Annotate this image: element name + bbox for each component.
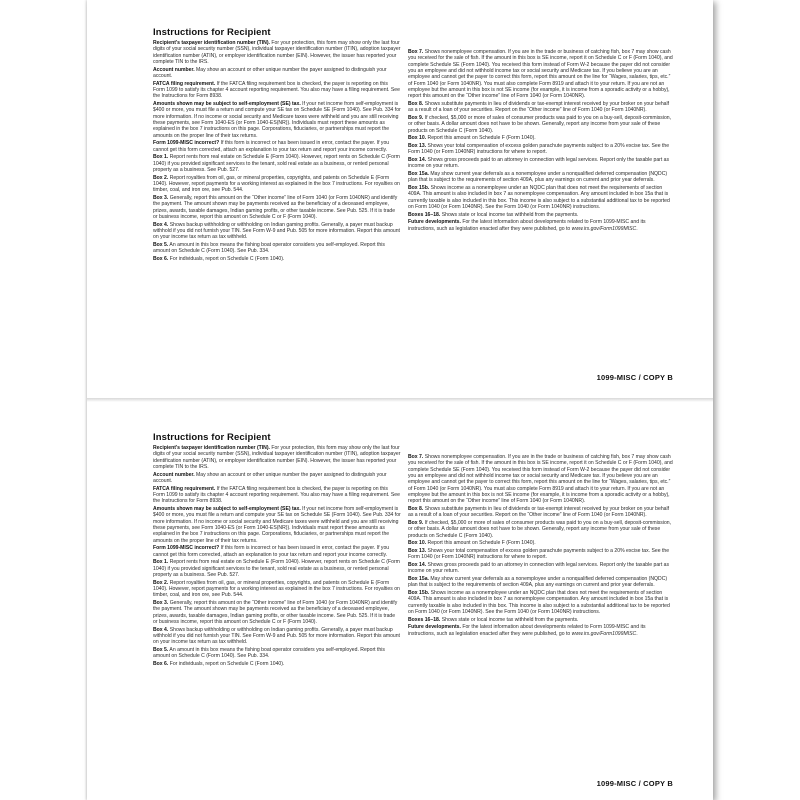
- paragraph-text: If checked, $5,000 or more of sales of consumer products was paid to you on a buy-sell, deposit-commission, or other basis. A dollar amount does not have to be shown. Generally, report any income from your sale of these products on Schedule C (Form 1040).: [408, 520, 672, 539]
- instruction-paragraph: [408, 171, 673, 184]
- paragraph-lead: Account number.: [153, 471, 195, 478]
- paragraph-text: Shows nonemployee compensation. If you are in the trade or business of catching fish, box 7 may show cash you received for the sale of fish. If the amount in this box is SE income, report it on Schedule C or F (Form 1040), and complete Schedule SE (Form 1040). You received this form instead of Form W-2 because the payer did not consider you an employee and did not withhold income tax or social security and Medicare tax. If you believe you are an employee and cannot get the payer to correct this form, report this amount on the line for “Wages, salaries, tips, etc.” of Form 1040 (or Form 1040NR). You must also complete Form 8919 and attach it to your return. If you are not an employee but the amount in this box is not SE income (for example, it is income from a sporadic activity or a hobby), report this amount on the “Other income” line of Form 1040 (or Form 1040NR).: [408, 49, 673, 100]
- paragraph-text: For individuals, report on Schedule C (Form 1040).: [168, 660, 285, 667]
- paragraph-lead: Box 15a.: [408, 575, 429, 582]
- irs-link[interactable]: www.irs.gov/Form1099MISC: [571, 225, 637, 232]
- instructions-title: Instructions for Recipient: [153, 27, 271, 38]
- paragraph-text: Shows substitute payments in lieu of dividends or tax-exempt interest received by your broker on your behalf as a result of a loan of your securities. Report on the “Other income” line of Form 1040 (or Form 1040NR).: [408, 506, 670, 519]
- paragraph-text: Shows state or local income tax withheld from the payments.: [440, 211, 579, 218]
- instruction-paragraph: [408, 617, 673, 623]
- paragraph-lead: Box 10.: [408, 135, 427, 142]
- paragraph-text: May show an account or other unique number the payer assigned to distinguish your account.: [153, 471, 387, 485]
- paragraph-lead: Box 15b.: [408, 589, 430, 596]
- paragraph-text: Shows income as a nonemployee under an NQDC plan that does not meet the requirements of section 409A. This amount is also included in box 7 as nonemployee compensation. Any amount included in box 15a that is currently taxable is also included in this box. This income is also subject to a substantial additional tax to be reported on Form 1040 (or Form 1040NR). See the Form 1040 (or Form 1040NR) instructions.: [408, 184, 670, 210]
- form-copy-label: 1099-MISC / COPY B: [596, 373, 673, 382]
- paragraph-lead: Box 15b.: [408, 184, 430, 191]
- paragraph-lead: Box 15a.: [408, 170, 429, 177]
- paragraph-text: An amount in this box means the fishing boat operator considers you self-employed. Report this amount on Schedule C (Form 1040). See Pub. 334.: [153, 646, 385, 660]
- instruction-paragraph: [408, 115, 673, 134]
- paragraph-lead: Box 5.: [153, 241, 169, 248]
- paragraph-text: May show current year deferrals as a nonemployee under a nonqualified deferred compensation (NQDC) plan that is subject to the requirements of section 409A, plus any earnings on current and prior year deferrals.: [408, 575, 668, 589]
- instruction-paragraph: [153, 600, 401, 625]
- paragraph-lead: Box 8.: [408, 101, 424, 108]
- paragraph-lead: Box 14.: [408, 561, 427, 568]
- instruction-paragraph: [153, 140, 401, 153]
- instruction-paragraph: [153, 445, 401, 470]
- paragraph-text: For your protection, this form may show only the last four digits of your social security number (SSN), individual taxpayer identification number (ITIN), adoption taxpayer identification number (ATIN), or employer identification number (EIN). However, the issuer has reported your complete TIN to the IRS.: [153, 445, 401, 471]
- form-copy-label: 1099-MISC / COPY B: [596, 779, 673, 788]
- paragraph-lead: Amounts shown may be subject to self-employment (SE) tax.: [153, 505, 301, 512]
- instruction-paragraph: [408, 520, 673, 539]
- paragraph-text: Shows your total compensation of excess golden parachute payments subject to a 20% excise tax. See the Form 1040 (or Form 1040NR) instructions for where to report.: [408, 143, 670, 156]
- paragraph-lead: Recipient's taxpayer identification number (TIN).: [153, 40, 270, 46]
- instruction-paragraph: [153, 559, 401, 578]
- instruction-paragraph: [408, 454, 673, 505]
- paragraph-lead: Recipient's taxpayer identification number (TIN).: [153, 445, 270, 451]
- instruction-paragraph: [408, 624, 673, 637]
- instruction-paragraph: [408, 219, 673, 232]
- paragraph-text: For the latest information about developments related to Form 1099-MISC and its instructions, such as legislation enacted after they were published, go to: [408, 624, 646, 637]
- paragraph-text: Shows nonemployee compensation. If you are in the trade or business of catching fish, box 7 may show cash you received for the sale of fish. If the amount in this box is SE income, report it on Schedule C or F (Form 1040), and complete Schedule SE (Form 1040). You received this form instead of Form W-2 because the payer did not consider you an employee and did not withhold income tax or social security and Medicare tax. If you believe you are an employee and cannot get the payer to correct this form, report this amount on the line for “Wages, salaries, tips, etc.” of Form 1040 (or Form 1040NR). You must also complete Form 8919 and attach it to your return. If you are not an employee but the amount in this box is not SE income (for example, it is income from a sporadic activity or a hobby), report this amount on the “Other income” line of Form 1040 (or Form 1040NR).: [408, 454, 673, 505]
- paragraph-lead: Box 2.: [153, 174, 169, 181]
- paragraph-text: Report this amount on Schedule F (Form 1040).: [426, 135, 536, 142]
- paragraph-text: Shows gross proceeds paid to an attorney in connection with legal services. Report only the taxable part as income on your return.: [408, 561, 670, 575]
- paragraph-lead: Box 9.: [408, 520, 424, 527]
- paragraph-lead: Box 3.: [153, 599, 169, 606]
- instruction-paragraph: [408, 135, 673, 141]
- paragraph-lead: Account number.: [153, 66, 195, 73]
- paragraph-text: Shows income as a nonemployee under an NQDC plan that does not meet the requirements of section 409A. This amount is also included in box 7 as nonemployee compensation. Any amount included in box 15a that is currently taxable is also included in this box. This income is also subject to a substantial additional tax to be reported on Form 1040 (or Form 1040NR). See the Form 1040 (or Form 1040NR) instructions.: [408, 589, 670, 615]
- paragraph-text: If this form is incorrect or has been issued in error, contact the payer. If you cannot get this form corrected, attach an explanation to your tax return and report your income correctly.: [153, 140, 390, 153]
- paragraph-lead: Form 1099-MISC incorrect?: [153, 140, 220, 147]
- paragraph-lead: Box 1.: [153, 559, 169, 566]
- instruction-paragraph: [153, 661, 401, 667]
- instruction-paragraph: [153, 486, 401, 505]
- instructions-title: Instructions for Recipient: [153, 432, 271, 443]
- paragraph-lead: Box 5.: [153, 646, 169, 653]
- instruction-paragraph: [153, 580, 401, 599]
- left-column: [153, 27, 401, 264]
- instruction-paragraph: [408, 49, 673, 100]
- instruction-paragraph: [153, 195, 401, 220]
- paragraph-text: For your protection, this form may show only the last four digits of your social security number (SSN), individual taxpayer identification number (ITIN), adoption taxpayer identification number (ATIN), or employer identification number (EIN). However, the issuer has reported your complete TIN to the IRS.: [153, 40, 401, 66]
- instruction-paragraph: [408, 548, 673, 561]
- paragraph-tail: .: [636, 225, 638, 232]
- paragraph-text: Generally, report this amount on the “Other income” line of Form 1040 (or Form 1040NR) and identify the payment. The amount shown may be payments received as the beneficiary of a deceased employee, prizes, awards, taxable damages, Indian gaming profits, or other taxable income. See Pub. 525. If it is trade or business income, report this amount on Schedule C or F (Form 1040).: [153, 599, 398, 626]
- instruction-paragraph: [153, 506, 401, 544]
- paragraph-lead: FATCA filing requirement.: [153, 80, 216, 87]
- instruction-paragraph: [153, 154, 401, 173]
- instruction-paragraph: [153, 222, 401, 241]
- paragraph-text: If this form is incorrect or has been issued in error, contact the payer. If you cannot get this form corrected, attach an explanation to your tax return and report your income correctly.: [153, 545, 390, 558]
- paragraph-text: Report rents from real estate on Schedule E (Form 1040). However, report rents on Schedule C (Form 1040) if you provided significant services to the tenant, sold real estate as a business, or rented personal property as a business. See Pub. 527.: [153, 154, 400, 174]
- instruction-paragraph: [408, 590, 673, 615]
- paragraph-lead: Box 3.: [153, 194, 169, 201]
- instruction-paragraph: [408, 562, 673, 575]
- instruction-paragraph: [408, 506, 673, 519]
- paragraph-lead: Box 13.: [408, 143, 427, 149]
- instruction-paragraph: [408, 212, 673, 218]
- instruction-paragraph: [153, 647, 401, 660]
- instruction-paragraph: [153, 175, 401, 194]
- paragraph-lead: Box 14.: [408, 156, 427, 163]
- instruction-paragraph: [408, 540, 673, 546]
- instruction-paragraph: [153, 67, 401, 80]
- paragraph-lead: Box 4.: [153, 221, 169, 228]
- right-column: [408, 49, 673, 233]
- instruction-paragraph: [153, 101, 401, 139]
- paragraph-lead: Box 7.: [408, 454, 424, 460]
- paragraph-text: An amount in this box means the fishing boat operator considers you self-employed. Report this amount on Schedule C (Form 1040). See Pub. 334.: [153, 241, 385, 255]
- paragraph-lead: Box 1.: [153, 154, 169, 161]
- instruction-paragraph: [153, 81, 401, 100]
- instruction-paragraph: [408, 576, 673, 589]
- paragraph-lead: Future developments.: [408, 624, 461, 631]
- paragraph-text: Report royalties from oil, gas, or mineral properties, copyrights, and patents on Schedule E (Form 1040). However, report payments for a working interest as explained in the box 7 instructions. For royalties on timber, coal, and iron ore, see Pub. 544.: [153, 174, 400, 194]
- paragraph-text: Shows substitute payments in lieu of dividends or tax-exempt interest received by your broker on your behalf as a result of a loan of your securities. Report on the “Other income” line of Form 1040 (or Form 1040NR).: [408, 101, 670, 114]
- paragraph-text: If your net income from self-employment is $400 or more, you must file a return and compute your SE tax on Schedule SE (Form 1040). See Pub. 334 for more information. If no income or social security and Medicare taxes were withheld and you are still receiving these payments, see Form 1040-ES (or Form 1040-ES(NR)). Individuals must report these amounts as explained in the box 7 instructions on this page. Corporations, fiduciaries, or partnerships must report the amounts on the proper line of their tax returns.: [153, 505, 401, 544]
- paragraph-text: Shows backup withholding or withholding on Indian gaming profits. Generally, a payer must backup withhold if you did not furnish your TIN. See Form W-9 and Pub. 505 for more information. Report this amount on your income tax return as tax withheld.: [153, 626, 400, 646]
- paragraph-lead: Boxes 16–18.: [408, 211, 441, 218]
- paragraph-text: May show an account or other unique number the payer assigned to distinguish your account.: [153, 66, 387, 80]
- paragraph-text: Shows your total compensation of excess golden parachute payments subject to a 20% excise tax. See the Form 1040 (or Form 1040NR) instructions for where to report.: [408, 548, 670, 561]
- copy-b-top: [153, 27, 673, 387]
- paragraph-lead: Future developments.: [408, 219, 461, 226]
- paragraph-text: Report rents from real estate on Schedule E (Form 1040). However, report rents on Schedule C (Form 1040) if you provided significant services to the tenant, sold real estate as a business, or rented personal property as a business. See Pub. 527.: [153, 559, 400, 579]
- paragraph-text: Report this amount on Schedule F (Form 1040).: [426, 540, 536, 547]
- paragraph-text: Report royalties from oil, gas, or mineral properties, copyrights, and patents on Schedule E (Form 1040). However, report payments for a working interest as explained in the box 7 instructions. For royalties on timber, coal, and iron ore, see Pub. 544.: [153, 579, 400, 599]
- paragraph-lead: Box 6.: [153, 255, 169, 262]
- paragraph-text: If the FATCA filing requirement box is checked, the payer is reporting on this Form 1099 to satisfy its chapter 4 account reporting requirement. You also may have a filing requirement. See the Instructions for Form 8938.: [153, 485, 400, 505]
- paragraph-text: May show current year deferrals as a nonemployee under a nonqualified deferred compensation (NQDC) plan that is subject to the requirements of section 409A, plus any earnings on current and prior year deferrals.: [408, 170, 668, 184]
- paragraph-lead: Box 13.: [408, 548, 427, 554]
- paragraph-lead: Box 8.: [408, 506, 424, 513]
- instruction-paragraph: [153, 627, 401, 646]
- paragraph-text: For individuals, report on Schedule C (Form 1040).: [168, 255, 285, 262]
- instruction-paragraph: [408, 143, 673, 156]
- paragraph-text: For the latest information about developments related to Form 1099-MISC and its instructions, such as legislation enacted after they were published, go to: [408, 219, 646, 232]
- perforation-line: [87, 398, 713, 402]
- instruction-paragraph: [153, 256, 401, 262]
- instruction-paragraph: [153, 242, 401, 255]
- paragraph-tail: .: [636, 630, 638, 637]
- paragraph-lead: Form 1099-MISC incorrect?: [153, 545, 220, 552]
- instruction-paragraph: [408, 157, 673, 170]
- paragraph-lead: FATCA filing requirement.: [153, 485, 216, 492]
- paragraph-lead: Box 2.: [153, 579, 169, 586]
- paragraph-lead: Box 4.: [153, 626, 169, 633]
- paragraph-text: If your net income from self-employment is $400 or more, you must file a return and compute your SE tax on Schedule SE (Form 1040). See Pub. 334 for more information. If no income or social security and Medicare taxes were withheld and you are still receiving these payments, see Form 1040-ES (or Form 1040-ES(NR)). Individuals must report these amounts as explained in the box 7 instructions on this page. Corporations, fiduciaries, or partnerships must report the amounts on the proper line of their tax returns.: [153, 100, 401, 139]
- copy-b-bottom: [153, 432, 673, 792]
- paragraph-text: If the FATCA filing requirement box is checked, the payer is reporting on this Form 1099 to satisfy its chapter 4 account reporting requirement. You also may have a filing requirement. See the Instructions for Form 8938.: [153, 80, 400, 100]
- instruction-paragraph: [153, 40, 401, 65]
- left-column: [153, 432, 401, 669]
- paragraph-text: Shows state or local income tax withheld from the payments.: [440, 616, 579, 623]
- right-column: [408, 454, 673, 638]
- paragraph-lead: Box 7.: [408, 49, 424, 55]
- paragraph-text: Generally, report this amount on the “Other income” line of Form 1040 (or Form 1040NR) and identify the payment. The amount shown may be payments received as the beneficiary of a deceased employee, prizes, awards, taxable damages, Indian gaming profits, or other taxable income. See Pub. 525. If it is trade or business income, report this amount on Schedule C or F (Form 1040).: [153, 194, 398, 221]
- paragraph-text: If checked, $5,000 or more of sales of consumer products was paid to you on a buy-sell, deposit-commission, or other basis. A dollar amount does not have to be shown. Generally, report any income from your sale of these products on Schedule C (Form 1040).: [408, 115, 672, 134]
- irs-link[interactable]: www.irs.gov/Form1099MISC: [571, 630, 637, 637]
- paragraph-text: Shows backup withholding or withholding on Indian gaming profits. Generally, a payer must backup withhold if you did not furnish your TIN. See Form W-9 and Pub. 505 for more information. Report this amount on your income tax return as tax withheld.: [153, 221, 400, 241]
- instruction-paragraph: [408, 185, 673, 210]
- paragraph-text: Shows gross proceeds paid to an attorney in connection with legal services. Report only the taxable part as income on your return.: [408, 156, 670, 170]
- paragraph-lead: Amounts shown may be subject to self-employment (SE) tax.: [153, 100, 301, 107]
- instruction-paragraph: [408, 101, 673, 114]
- instruction-paragraph: [153, 545, 401, 558]
- paragraph-lead: Box 9.: [408, 115, 424, 122]
- paragraph-lead: Boxes 16–18.: [408, 616, 441, 623]
- instruction-paragraph: [153, 472, 401, 485]
- paragraph-lead: Box 6.: [153, 660, 169, 667]
- paragraph-lead: Box 10.: [408, 540, 427, 547]
